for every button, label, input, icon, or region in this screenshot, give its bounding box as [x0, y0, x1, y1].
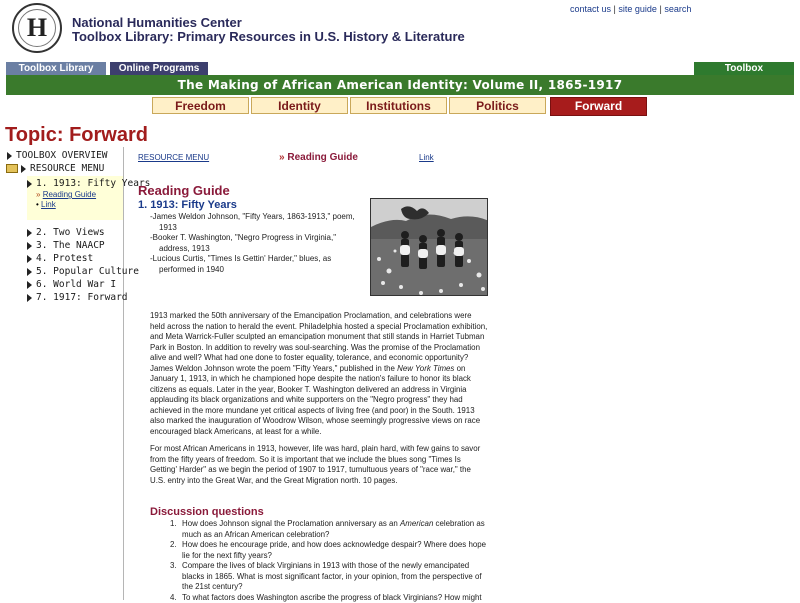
contact-us-link[interactable]: contact us [570, 4, 611, 14]
tab-toolbox-library[interactable]: Toolbox Library [6, 62, 106, 75]
site-header [0, 0, 800, 62]
question-text: To what factors does Washington ascribe the progress of black Virginians? How might [182, 593, 482, 602]
cotton-field-photo-image [371, 199, 488, 296]
breadcrumb-current-label: Reading Guide [287, 152, 358, 163]
nav-item-1913-fifty-years[interactable] [27, 178, 150, 189]
triangle-right-icon [27, 294, 32, 302]
theme-tab-forward[interactable]: Forward [550, 97, 647, 116]
triangle-right-icon [27, 242, 32, 250]
triangle-right-icon [27, 180, 32, 188]
section-heading: Reading Guide [138, 183, 230, 198]
nav-item-naacp[interactable] [27, 240, 105, 251]
nav-item-popular-culture[interactable] [27, 266, 139, 277]
triangle-right-icon [27, 281, 32, 289]
question-number: 1. [170, 519, 177, 530]
nhc-seal-logo[interactable] [12, 3, 62, 53]
source-item: -James Weldon Johnson, "Fifty Years, 1863-1913," poem, 1913 [150, 212, 365, 233]
tab-toolbox[interactable]: Toolbox [694, 62, 794, 75]
discussion-questions [170, 519, 492, 603]
question-item [170, 593, 492, 603]
triangle-right-icon [27, 229, 32, 237]
nav-resource-menu[interactable] [6, 163, 104, 174]
nav-label: 5. Popular Culture [36, 266, 139, 277]
source-item: -Booker T. Washington, "Negro Progress in Virginia," address, 1913 [150, 233, 365, 254]
org-title-block [72, 16, 465, 44]
question-item [170, 561, 492, 593]
org-name[interactable]: National Humanities Center [72, 16, 465, 30]
second-paragraph: For most African Americans in 1913, however, life was hard, plain hard, with few gains to savor from the fifty years of freedom. So it is important that we include the blues song "Times Is Getting' Harder" as we begin the period of 1907 to 1917, tumultuous years of "race war," the U.S. entry into the Great War, and the Great Migration north. 10 pages. [150, 444, 488, 486]
nav-item-protest[interactable] [27, 253, 93, 264]
nav-sublink-link[interactable] [36, 200, 56, 209]
triangle-right-icon [21, 165, 26, 173]
nav-sublink-reading-guide[interactable] [36, 190, 96, 199]
volume-banner: The Making of African American Identity: Volume II, 1865-1917 [6, 75, 794, 95]
seal-letter: H [14, 14, 60, 42]
resource-menu-link[interactable]: RESOURCE MENU [138, 153, 209, 162]
tab-online-programs[interactable]: Online Programs [110, 62, 208, 75]
theme-tab-politics[interactable]: Politics [449, 97, 546, 114]
triangle-right-icon [27, 268, 32, 276]
nav-toolbox-overview[interactable] [7, 150, 108, 161]
source-list [150, 212, 365, 275]
nav-label: RESOURCE MENU [30, 163, 104, 174]
separator: | [614, 4, 616, 14]
item-title: 1. 1913: Fifty Years [138, 199, 237, 211]
nav-label: 1. 1913: Fifty Years [36, 178, 150, 189]
question-text: How does he encourage pride, and how does acknowledge despair? Where does hope lie for the next fifty years? [182, 540, 486, 560]
question-text: Compare the lives of black Virginians in 1913 with those of the newly emancipated blacks in 1865. What is most significant factor, in your opinion, from the perspective of the 21st century? [182, 561, 482, 591]
nav-label: 6. World War I [36, 279, 116, 290]
breadcrumb-current [279, 152, 358, 163]
sublink-label[interactable]: Reading Guide [43, 190, 96, 199]
question-item [170, 519, 492, 540]
sublink-arrow: » [36, 190, 40, 199]
nav-label: 3. The NAACP [36, 240, 105, 251]
triangle-right-icon [7, 152, 12, 160]
nav-item-two-views[interactable] [27, 227, 105, 238]
site-subtitle[interactable]: Toolbox Library: Primary Resources in U.S. History & Literature [72, 30, 465, 44]
theme-tab-institutions[interactable]: Institutions [350, 97, 447, 114]
source-item: -Lucious Curtis, "Times Is Gettin' Harder," blues, as performed in 1940 [150, 254, 365, 275]
breadcrumb-arrow: » [279, 152, 285, 163]
question-text: celebration as much as an African American celebration? [182, 519, 485, 539]
search-link[interactable]: search [664, 4, 691, 14]
utility-links [570, 4, 691, 14]
question-italic: American [400, 519, 433, 528]
triangle-right-icon [27, 255, 32, 263]
nav-label: 2. Two Views [36, 227, 105, 238]
intro-paragraph [150, 311, 488, 437]
discussion-heading: Discussion questions [150, 506, 264, 518]
para-text: 1913 marked the 50th anniversary of the Emancipation Proclamation, and celebrations were held across the nation to herald the event. Philadelphia hosted a special Proclamation exhibition, and Meta Warrick-Fuller sculpted an emancipation monument that still stands in Harriet Tubman Park in Boston. In addition to revelry was soul-searching. Was the promise of the Proclamation alive and well? What had one done to foster equality, tolerance, and economic opportunity? James Weldon Johnson wrote the poem "Fifty Years," published in the [150, 311, 487, 373]
site-guide-link[interactable]: site guide [618, 4, 657, 14]
para-italic: New York Times [397, 364, 454, 373]
question-text: How does Johnson signal the Proclamation anniversary as an [182, 519, 400, 528]
sublink-label[interactable]: Link [41, 200, 56, 209]
question-number: 4. [170, 593, 177, 603]
question-item [170, 540, 492, 561]
separator: | [659, 4, 661, 14]
nav-label: TOOLBOX OVERVIEW [16, 150, 108, 161]
left-sidebar [5, 147, 124, 600]
nav-label: 7. 1917: Forward [36, 292, 128, 303]
para-text: on January 1, 1913, in which he championed hope despite the nation's failure to honor its black citizens as equals. Later in the year, Booker T. Washington delivered an address in Virginia applauding its black organizations and white supporters on the "Negro progress" they had achieved in the more mundane yet critical aspects of living free (and poor) in the South. 1913 also marked the inauguration of Woodrow Wilson, whose seemingly progressive views on race encouraged black Americans, at least for a while. [150, 364, 480, 436]
bullet: • [36, 200, 39, 209]
theme-tab-freedom[interactable]: Freedom [152, 97, 249, 114]
theme-tab-identity[interactable]: Identity [251, 97, 348, 114]
nav-item-world-war-i[interactable] [27, 279, 116, 290]
folder-open-icon [6, 164, 18, 173]
nav-item-1917-forward[interactable] [27, 292, 128, 303]
historical-photo[interactable] [370, 198, 488, 296]
link-page-link[interactable]: Link [419, 153, 434, 162]
page-title: Topic: Forward [5, 124, 148, 147]
nav-label: 4. Protest [36, 253, 93, 264]
question-number: 3. [170, 561, 177, 572]
question-number: 2. [170, 540, 177, 551]
